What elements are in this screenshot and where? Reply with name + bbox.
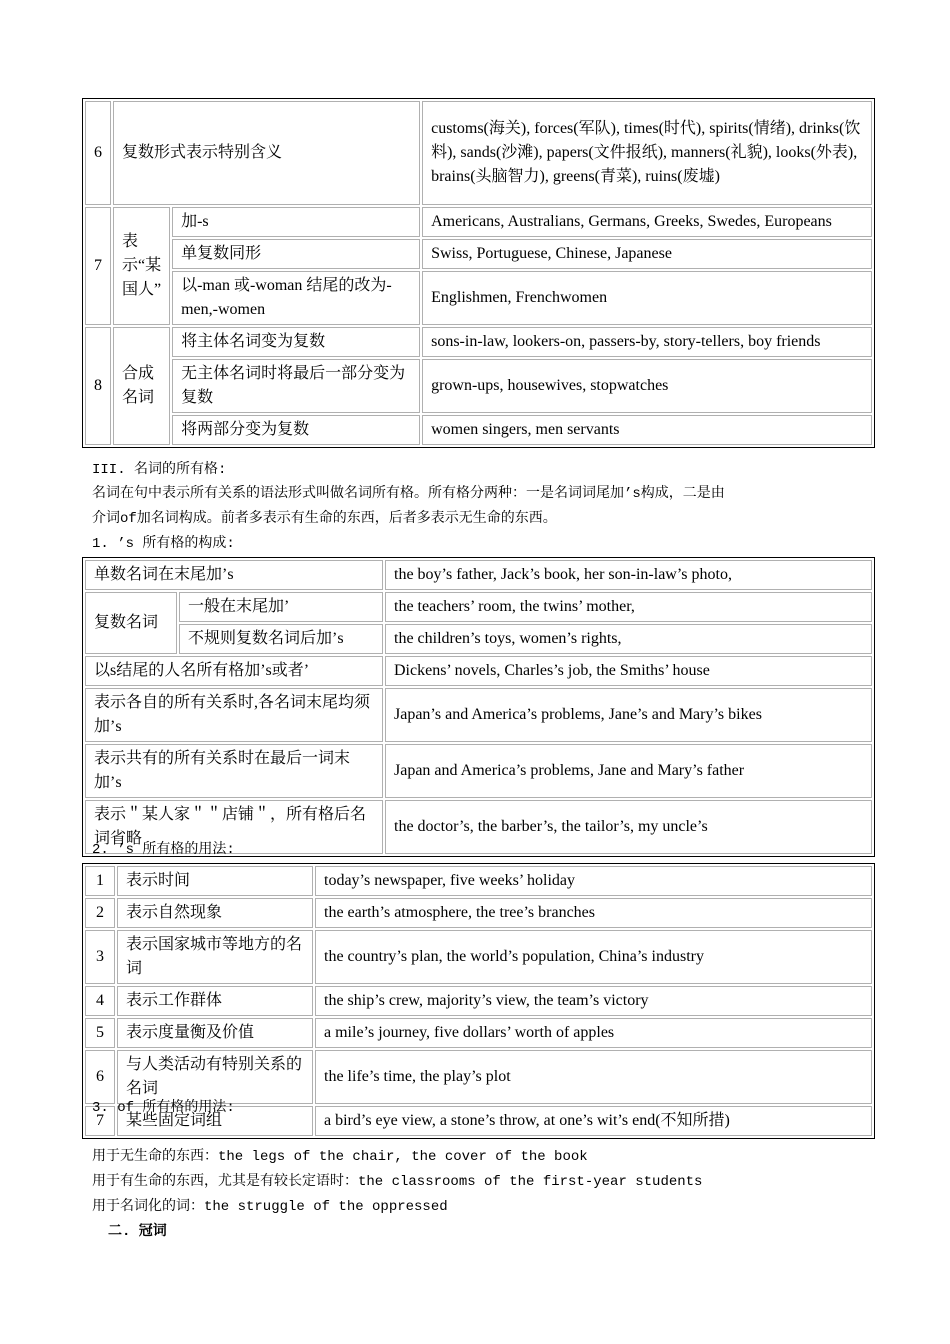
table-row xyxy=(85,560,872,590)
rule-cell: 以-man 或-woman 结尾的改为-men,-women xyxy=(172,271,420,325)
rule-cell: 以s结尾的人名所有格加’s或者’ xyxy=(85,656,383,686)
table-row xyxy=(85,898,872,928)
examples-cell: the teachers’ room, the twins’ mother, xyxy=(385,592,872,622)
examples-cell: women singers, men servants xyxy=(422,415,872,445)
row-number: 1 xyxy=(85,866,115,896)
row-number: 6 xyxy=(85,101,111,205)
examples-cell: the doctor’s, the barber’s, the tailor’s, my uncle’s xyxy=(385,800,872,854)
row-number: 6 xyxy=(85,1050,115,1104)
usage-cell: 表示工作群体 xyxy=(117,986,313,1016)
row-number: 3 xyxy=(85,930,115,984)
rule-cell: 单复数同形 xyxy=(172,239,420,269)
row-number: 7 xyxy=(85,207,111,325)
rule-cell: 加-s xyxy=(172,207,420,237)
rule-cell: 不规则复数名词后加’s xyxy=(179,624,383,654)
table-row xyxy=(85,744,872,798)
subsection-heading: 1. ’s 所有格的构成: xyxy=(92,536,235,552)
table-row xyxy=(85,207,872,237)
of-usage-line: 用于名词化的词：the struggle of the oppressed xyxy=(92,1199,448,1215)
category-cell: 复数形式表示特别含义 xyxy=(113,101,420,205)
table-row xyxy=(85,624,872,654)
rule-cell: 表示各自的所有关系时,各名词末尾均须加’s xyxy=(85,688,383,742)
rule-cell: 无主体名词时将最后一部分变为复数 xyxy=(172,359,420,413)
usage-cell: 表示度量衡及价值 xyxy=(117,1018,313,1048)
examples-cell: the country’s plan, the world’s population, China’s industry xyxy=(315,930,872,984)
examples-cell: Englishmen, Frenchwomen xyxy=(422,271,872,325)
examples-cell: a bird’s eye view, a stone’s throw, at one’s wit’s end(不知所措) xyxy=(315,1106,872,1136)
examples-cell: the earth’s atmosphere, the tree’s branches xyxy=(315,898,872,928)
examples-cell: today’s newspaper, five weeks’ holiday xyxy=(315,866,872,896)
row-number: 2 xyxy=(85,898,115,928)
usage-cell: 与人类活动有特别关系的名词 xyxy=(117,1050,313,1104)
usage-cell: 表示自然现象 xyxy=(117,898,313,928)
subsection-heading: 2. ’s 所有格的用法: xyxy=(92,842,235,858)
examples-cell: Swiss, Portuguese, Chinese, Japanese xyxy=(422,239,872,269)
table-row xyxy=(85,101,872,205)
category-cell: 表示“某国人” xyxy=(113,207,170,325)
table-row xyxy=(85,656,872,686)
examples-cell: the life’s time, the play’s plot xyxy=(315,1050,872,1104)
plural-forms-table xyxy=(82,98,875,448)
table-row xyxy=(85,415,872,445)
row-number: 7 xyxy=(85,1106,115,1136)
examples-cell: customs(海关), forces(军队), times(时代), spirits(情绪), drinks(饮料), sands(沙滩), papers(文件报纸), manners(礼貌), looks(外表), brains(头脑智力), greens(青菜), ruins(废墟) xyxy=(422,101,872,205)
table-row xyxy=(85,592,872,622)
examples-cell: Dickens’ novels, Charles’s job, the Smiths’ house xyxy=(385,656,872,686)
rule-cell: 将主体名词变为复数 xyxy=(172,327,420,357)
examples-cell: grown-ups, housewives, stopwatches xyxy=(422,359,872,413)
examples-cell: sons-in-law, lookers-on, passers-by, story-tellers, boy friends xyxy=(422,327,872,357)
examples-cell: Japan and America’s problems, Jane and Mary’s father xyxy=(385,744,872,798)
category-cell: 复数名词 xyxy=(85,592,177,654)
category-cell: 合成名词 xyxy=(113,327,170,445)
of-usage-line: 用于有生命的东西，尤其是有较长定语时：the classrooms of the first-year students xyxy=(92,1174,703,1190)
row-number: 8 xyxy=(85,327,111,445)
table-row xyxy=(85,688,872,742)
table-row xyxy=(85,986,872,1016)
table-row xyxy=(85,327,872,357)
table-row xyxy=(85,930,872,984)
usage-cell: 某些固定词组 xyxy=(117,1106,313,1136)
possessive-formation-table xyxy=(82,557,875,857)
rule-cell: 将两部分变为复数 xyxy=(172,415,420,445)
examples-cell: the boy’s father, Jack’s book, her son-in-law’s photo, xyxy=(385,560,872,590)
examples-cell: the ship’s crew, majority’s view, the team’s victory xyxy=(315,986,872,1016)
examples-cell: Japan’s and America’s problems, Jane’s and Mary’s bikes xyxy=(385,688,872,742)
table-row xyxy=(85,239,872,269)
row-number: 4 xyxy=(85,986,115,1016)
examples-cell: the children’s toys, women’s rights, xyxy=(385,624,872,654)
of-usage-line: 用于无生命的东西：the legs of the chair, the cover of the book xyxy=(92,1149,588,1165)
intro-text: 介词of加名词构成。前者多表示有生命的东西，后者多表示无生命的东西。 xyxy=(92,511,557,527)
section-heading: III. 名词的所有格: xyxy=(92,462,227,478)
table-row xyxy=(85,1018,872,1048)
table-row xyxy=(85,359,872,413)
intro-text: 名词在句中表示所有关系的语法形式叫做名词所有格。所有格分两种：一是名词词尾加’s构成，二是由 xyxy=(92,486,725,502)
rule-cell: 一般在末尾加’ xyxy=(179,592,383,622)
usage-cell: 表示时间 xyxy=(117,866,313,896)
rule-cell: 表示共有的所有关系时在最后一词末加’s xyxy=(85,744,383,798)
examples-cell: a mile’s journey, five dollars’ worth of apples xyxy=(315,1018,872,1048)
table-row xyxy=(85,866,872,896)
table-row xyxy=(85,271,872,325)
rule-cell: 表示＂某人家＂＂店铺＂，所有格后名词省略 xyxy=(85,800,383,854)
examples-cell: Americans, Australians, Germans, Greeks, Swedes, Europeans xyxy=(422,207,872,237)
next-section-heading: 二. 冠词 xyxy=(108,1224,167,1240)
subsection-heading: 3. of 所有格的用法: xyxy=(92,1100,235,1116)
rule-cell: 单数名词在末尾加’s xyxy=(85,560,383,590)
usage-cell: 表示国家城市等地方的名词 xyxy=(117,930,313,984)
row-number: 5 xyxy=(85,1018,115,1048)
